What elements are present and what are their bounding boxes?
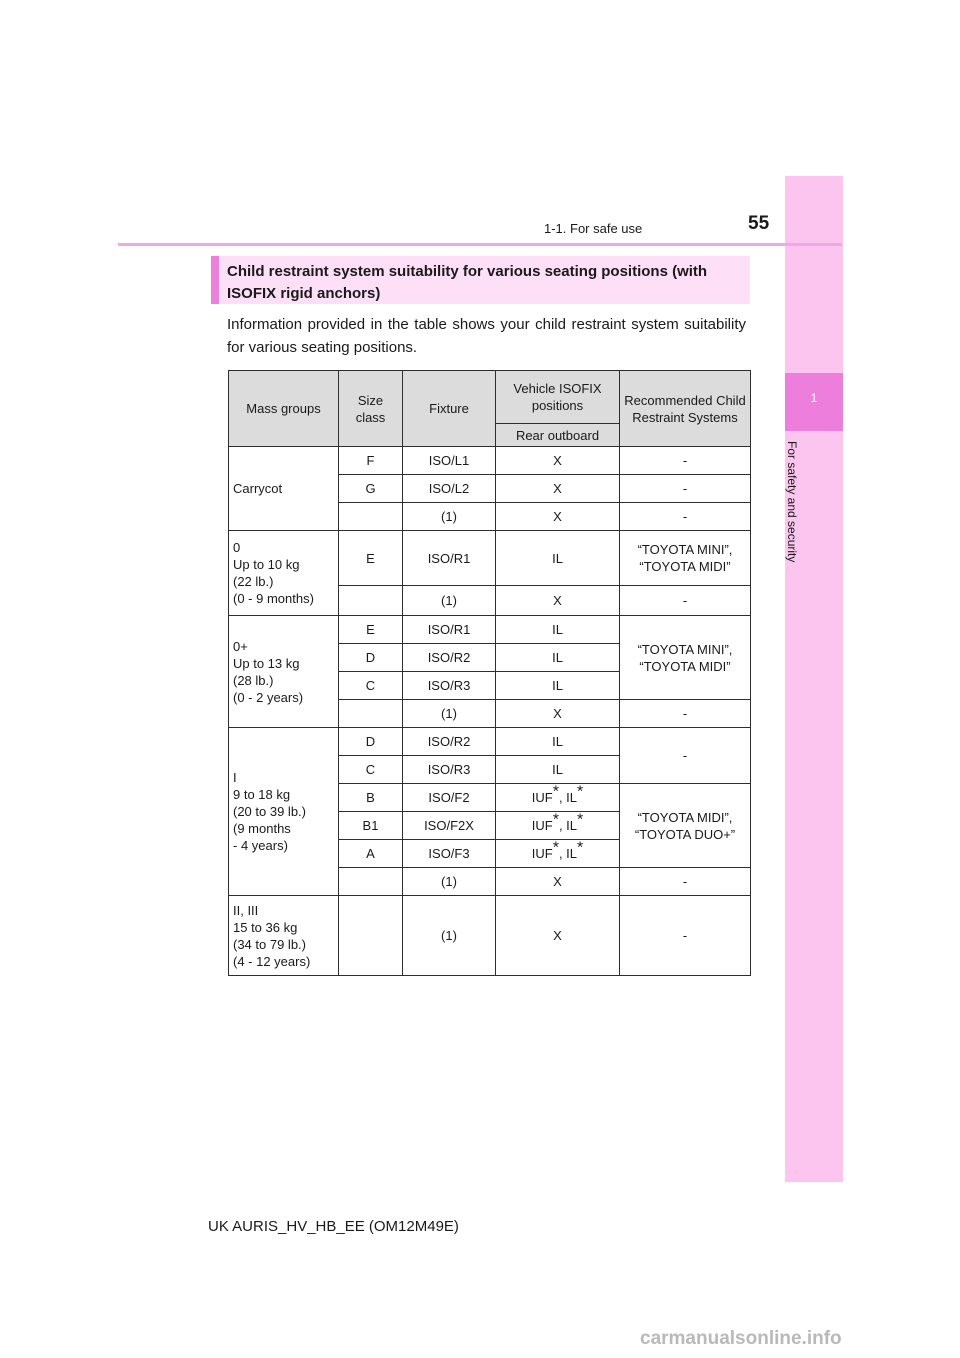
position-cell: IL: [496, 756, 620, 784]
fixture-cell: ISO/R3: [403, 756, 496, 784]
position-cell: IL: [496, 728, 620, 756]
fixture-cell: ISO/R1: [403, 616, 496, 644]
table-row: [229, 616, 751, 644]
size-cell: [339, 586, 403, 616]
mass-group-cell: Carrycot: [229, 447, 339, 531]
chapter-tab[interactable]: [785, 373, 843, 431]
model-code-footer: UK AURIS_HV_HB_EE (OM12M49E): [208, 1218, 459, 1235]
watermark: carmanualsonline.info: [640, 1328, 842, 1349]
header-rule: [118, 243, 842, 246]
position-cell: IL: [496, 644, 620, 672]
fixture-cell: ISO/F2X: [403, 812, 496, 840]
fixture-cell: (1): [403, 503, 496, 531]
size-cell: [339, 700, 403, 728]
position-cell: X: [496, 700, 620, 728]
chapter-number: 1: [810, 391, 818, 405]
position-cell: X: [496, 503, 620, 531]
size-cell: F: [339, 447, 403, 475]
recommended-cell: -: [620, 475, 751, 503]
header-fixture: Fixture: [403, 371, 496, 447]
header-size-class: Size class: [339, 371, 403, 447]
size-cell: [339, 868, 403, 896]
fixture-cell: (1): [403, 868, 496, 896]
size-cell: A: [339, 840, 403, 868]
fixture-cell: (1): [403, 586, 496, 616]
suitability-table: [228, 370, 751, 976]
fixture-cell: ISO/R2: [403, 644, 496, 672]
header-recommended: Recommended Child Restraint Systems: [620, 371, 751, 447]
size-cell: G: [339, 475, 403, 503]
recommended-cell: -: [620, 700, 751, 728]
size-cell: E: [339, 531, 403, 586]
position-cell: IUF*, IL*: [496, 784, 620, 812]
table-row: [229, 728, 751, 756]
position-cell: IUF*, IL*: [496, 812, 620, 840]
size-cell: E: [339, 616, 403, 644]
position-cell: IL: [496, 672, 620, 700]
header-vehicle-positions: Vehicle ISOFIX positions: [496, 371, 620, 424]
fixture-cell: ISO/R3: [403, 672, 496, 700]
size-cell: D: [339, 728, 403, 756]
fixture-cell: ISO/F3: [403, 840, 496, 868]
size-cell: B1: [339, 812, 403, 840]
table-row: [229, 447, 751, 475]
header-mass-groups: Mass groups: [229, 371, 339, 447]
mass-group-cell: II, III 15 to 36 kg (34 to 79 lb.) (4 - 12 years): [229, 896, 339, 976]
position-cell: X: [496, 586, 620, 616]
size-cell: [339, 896, 403, 976]
mass-group-cell: 0+ Up to 13 kg (28 lb.) (0 - 2 years): [229, 616, 339, 728]
fixture-cell: ISO/R1: [403, 531, 496, 586]
position-cell: X: [496, 868, 620, 896]
recommended-cell: “TOYOTA MIDI”, “TOYOTA DUO+”: [620, 784, 751, 868]
table-row: [229, 531, 751, 586]
fixture-cell: (1): [403, 700, 496, 728]
recommended-cell: -: [620, 896, 751, 976]
fixture-cell: ISO/L1: [403, 447, 496, 475]
section-heading: Child restraint system suitability for various seating positions (with ISOFIX rigid anchors): [211, 256, 750, 304]
recommended-cell: -: [620, 586, 751, 616]
size-cell: [339, 503, 403, 531]
position-cell: IUF*, IL*: [496, 840, 620, 868]
section-label: 1-1. For safe use: [544, 221, 643, 236]
fixture-cell: ISO/F2: [403, 784, 496, 812]
size-cell: D: [339, 644, 403, 672]
fixture-cell: ISO/L2: [403, 475, 496, 503]
recommended-cell: -: [620, 728, 751, 784]
recommended-cell: -: [620, 868, 751, 896]
position-cell: X: [496, 475, 620, 503]
position-cell: IL: [496, 616, 620, 644]
recommended-cell: “TOYOTA MINI”, “TOYOTA MIDI”: [620, 616, 751, 700]
table-row: [229, 896, 751, 976]
position-cell: IL: [496, 531, 620, 586]
fixture-cell: (1): [403, 896, 496, 976]
size-cell: C: [339, 756, 403, 784]
position-cell: X: [496, 896, 620, 976]
page-number: 55: [748, 213, 770, 234]
mass-group-cell: 0 Up to 10 kg (22 lb.) (0 - 9 months): [229, 531, 339, 616]
size-cell: B: [339, 784, 403, 812]
mass-group-cell: I 9 to 18 kg (20 to 39 lb.) (9 months - 4 years): [229, 728, 339, 896]
intro-paragraph: Information provided in the table shows your child restraint system suitability for various seating positions.: [227, 316, 746, 356]
fixture-cell: ISO/R2: [403, 728, 496, 756]
chapter-title: For safety and security: [785, 441, 799, 563]
position-cell: X: [496, 447, 620, 475]
recommended-cell: -: [620, 503, 751, 531]
header-rear-outboard: Rear outboard: [496, 424, 620, 447]
chapter-side-strip: [785, 176, 843, 1182]
size-cell: C: [339, 672, 403, 700]
recommended-cell: “TOYOTA MINI”, “TOYOTA MIDI”: [620, 531, 751, 586]
recommended-cell: -: [620, 447, 751, 475]
